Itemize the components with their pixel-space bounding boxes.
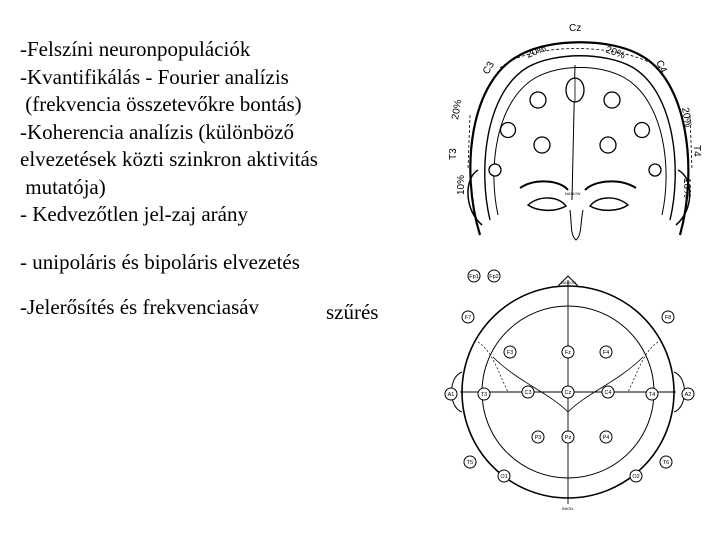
electrode-label-o2: O2 — [632, 474, 640, 481]
bullet-line-6: mutatója) — [20, 174, 106, 199]
electrode-label-f4: F4 — [602, 350, 610, 357]
electrode-label-c3: C3 — [524, 390, 532, 397]
label-pct-4: 20% — [679, 106, 694, 129]
bullet-line-9: -Jelerősítés és frekvenciasáv — [20, 295, 260, 319]
bullet-line-7: - Kedvezőtlen jel-zaj arány — [20, 202, 248, 226]
label-inion: INION — [562, 506, 574, 511]
bullet-line-2: -Kvantifikálás - Fourier analízis — [20, 64, 289, 89]
electrode-label-a1: A1 — [447, 392, 455, 399]
label-pct-6: 10% — [681, 178, 692, 199]
label-pct-2: 20% — [603, 44, 627, 62]
electrode-label-p3: P3 — [534, 435, 542, 442]
label-t3: T3 — [448, 148, 459, 160]
bullet-line-4: -Koherencia analízis (különböző — [20, 119, 295, 144]
electrode-label-cz: Cz — [564, 390, 572, 397]
electrode-label-t3: T3 — [480, 392, 488, 399]
label-nasion: NASION — [565, 191, 581, 196]
bullet-line-9-end: szűrés — [326, 300, 379, 324]
bullet-line-1: -Felszíni neuronpopulációk — [20, 37, 251, 61]
electrode-label-f8: F8 — [664, 315, 672, 322]
electrode-label-p4: P4 — [602, 435, 610, 442]
bullet-line-8: - unipoláris és bipoláris elvezetés — [20, 249, 300, 274]
electrode-label-t5: T5 — [466, 460, 474, 467]
bullet-line-3: (frekvencia összetevőkre bontás) — [20, 92, 302, 116]
label-pct-3: 20% — [450, 98, 465, 121]
label-top-nasion: NASION — [561, 280, 577, 285]
electrode-label-a2: A2 — [684, 392, 692, 399]
electrode-top-view-diagram — [438, 262, 694, 536]
electrode-label-fz: Fz — [564, 350, 572, 357]
electrode-label-t6: T6 — [662, 460, 670, 467]
electrode-label-c4: C4 — [604, 390, 612, 397]
bullet-line-5: elvezetések közti szinkron aktivitás — [20, 147, 318, 171]
label-c3: C3 — [481, 59, 497, 77]
electrode-label-fp2: Fp2 — [489, 274, 499, 281]
label-pct-1: 20% — [525, 43, 548, 61]
label-cz: Cz — [569, 23, 582, 34]
electrode-label-t4: T4 — [648, 392, 656, 399]
electrode-label-f7: F7 — [464, 315, 472, 322]
electrode-label-o1: O1 — [500, 474, 508, 481]
head-front-view-diagram — [450, 20, 705, 245]
electrode-label-f3: F3 — [506, 350, 514, 357]
label-t4: T4 — [691, 145, 702, 157]
label-c4: C4 — [653, 58, 669, 75]
electrode-label-fp1: Fp1 — [469, 274, 479, 281]
bullet-text-block — [20, 36, 440, 322]
electrode-label-pz: Pz — [564, 435, 572, 442]
label-pct-5: 10% — [456, 174, 467, 195]
